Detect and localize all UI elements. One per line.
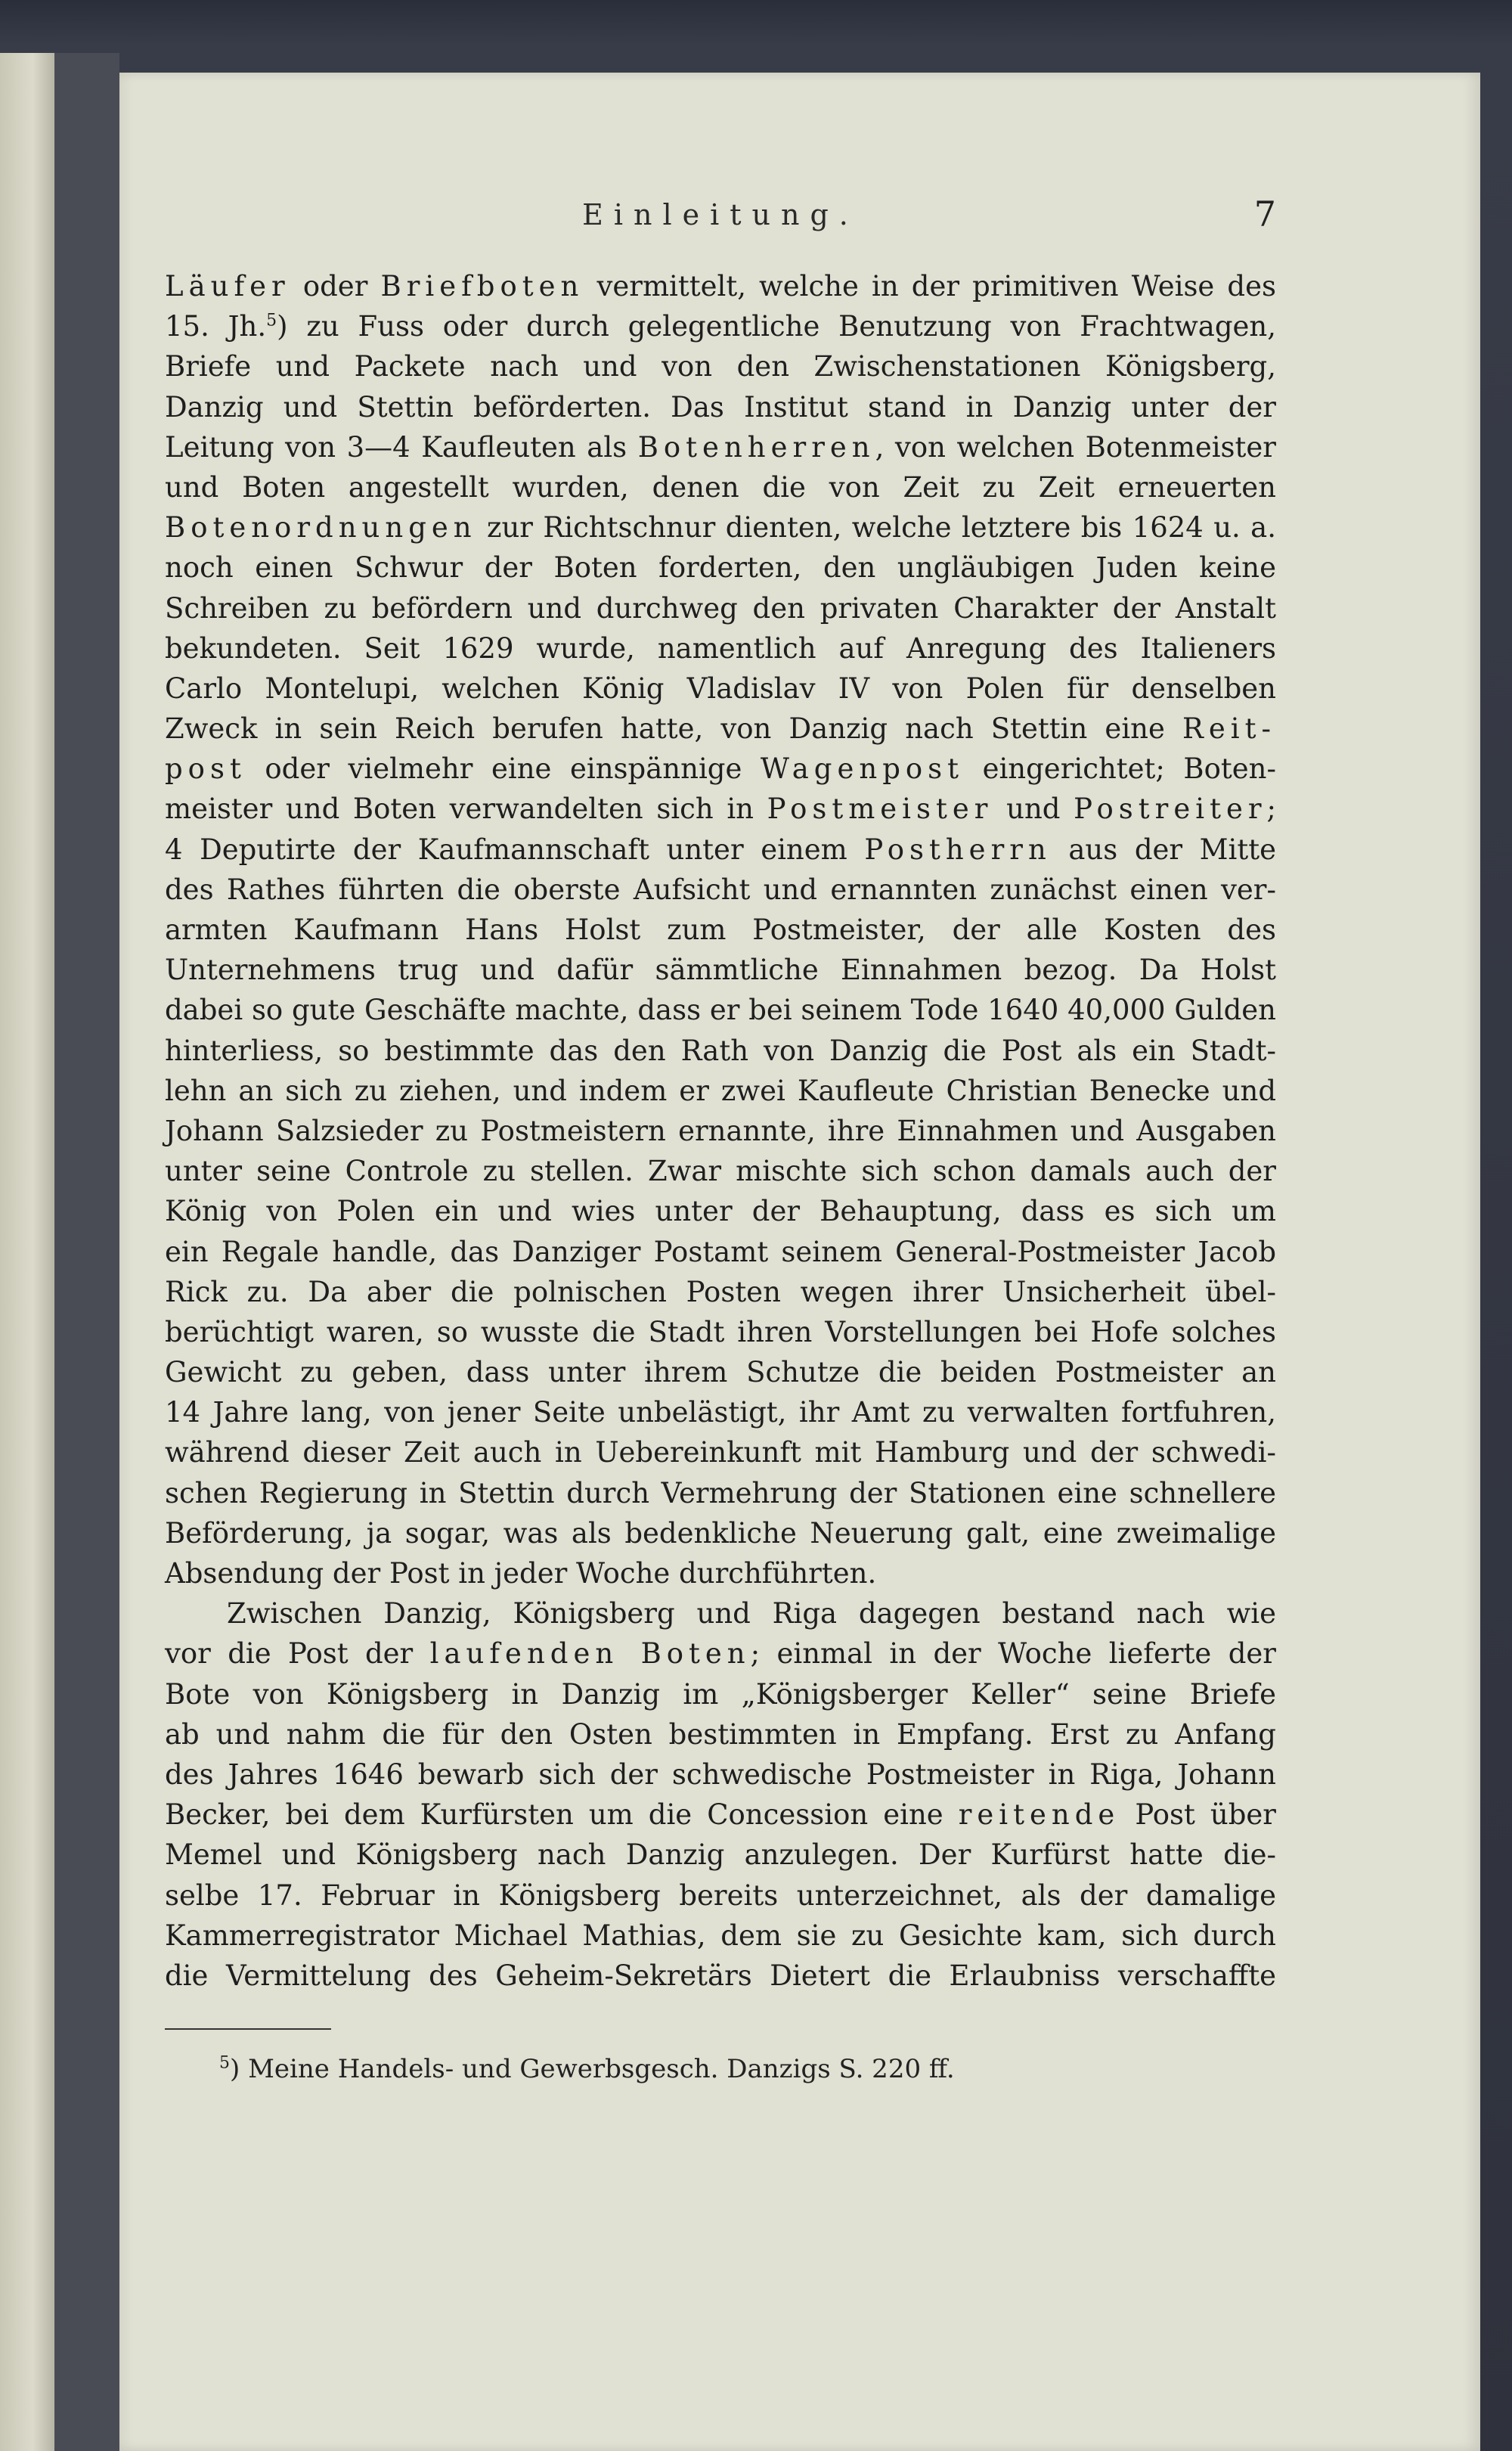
- text-line: Becker, bei dem Kurfürsten um die Concession eine reitende Post über: [165, 1798, 1276, 1832]
- text-line: Leitung von 3—4 Kaufleuten als Botenherren, von welchen Botenmeister: [165, 430, 1276, 464]
- footnote-mark: 5: [219, 2053, 230, 2073]
- text-line: Kammerregistrator Michael Mathias, dem sie zu Gesichte kam, sich durch: [165, 1919, 1276, 1952]
- text-line: Unternehmens trug und dafür sämmtliche Einnahmen bezog. Da Holst: [165, 954, 1276, 987]
- text-line: Rick zu. Da aber die polnischen Posten wegen ihrer Unsicherheit übel-: [165, 1275, 1276, 1308]
- text-line: Läufer oder Briefboten vermittelt, welche in der primitiven Weise des: [165, 270, 1276, 302]
- text-line: während dieser Zeit auch in Uebereinkunft mit Hamburg und der schwedi-: [165, 1436, 1276, 1469]
- text-line: schen Regierung in Stettin durch Vermehrung der Stationen eine schnellere: [165, 1476, 1276, 1509]
- text-line: meister und Boten verwandelten sich in Postmeister und Postreiter;: [165, 793, 1276, 826]
- text-line: Gewicht zu geben, dass unter ihrem Schutze die beiden Postmeister an: [165, 1356, 1276, 1389]
- text-line: unter seine Controle zu stellen. Zwar mischte sich schon damals auch der: [165, 1155, 1276, 1188]
- text-line: Schreiben zu befördern und durchweg den privaten Charakter der Anstalt: [165, 591, 1276, 625]
- text-line: Zweck in sein Reich berufen hatte, von Danzig nach Stettin eine Reit-: [165, 712, 1276, 746]
- text-line: Danzig und Stettin beförderten. Das Institut stand in Danzig unter der: [165, 390, 1276, 423]
- text-line: König von Polen ein und wies unter der Behauptung, dass es sich um: [165, 1195, 1276, 1228]
- page-number: 7: [1253, 194, 1276, 234]
- text-line: Beförderung, ja sogar, was als bedenkliche Neuerung galt, eine zweimalige: [165, 1516, 1276, 1550]
- text-line: hinterliess, so bestimmte das den Rath von Danzig die Post als ein Stadt-: [165, 1034, 1276, 1067]
- text-line: Memel und Königsberg nach Danzig anzulegen. Der Kurfürst hatte die-: [165, 1838, 1276, 1872]
- text-line: 15. Jh.$^5$) zu Fuss oder durch gelegentliche Benutzung von Frachtwagen,: [165, 310, 1276, 343]
- text-line: ein Regale handle, das Danziger Postamt seinem General-Postmeister Jacob: [165, 1235, 1276, 1268]
- text-line: post oder vielmehr eine einspännige Wagenpost eingerichtet; Boten-: [165, 752, 1276, 786]
- text-line: dabei so gute Geschäfte machte, dass er bei seinem Tode 1640 40,000 Gulden: [165, 994, 1276, 1027]
- text-line: ab und nahm die für den Osten bestimmten in Empfang. Erst zu Anfang: [165, 1717, 1276, 1751]
- footnote: [219, 2052, 1202, 2086]
- page-header: [165, 194, 1276, 244]
- text-line: die Vermittelung des Geheim-Sekretärs Dietert die Erlaubniss verschaffte: [165, 1959, 1276, 1992]
- footnote-divider: [165, 2028, 331, 2030]
- text-line: bekundeten. Seit 1629 wurde, namentlich auf Anregung des Italieners: [165, 631, 1276, 665]
- text-line: und Boten angestellt wurden, denen die von Zeit zu Zeit erneuerten: [165, 470, 1276, 504]
- text-line: noch einen Schwur der Boten forderten, den ungläubigen Juden keine: [165, 551, 1276, 585]
- text-line: Botenordnungen zur Richtschnur dienten, welche letztere bis 1624 u. a.: [165, 511, 1276, 544]
- text-line: des Jahres 1646 bewarb sich der schwedische Postmeister in Riga, Johann: [165, 1758, 1276, 1791]
- text-line: 4 Deputirte der Kaufmannschaft unter einem Postherrn aus der Mitte: [165, 833, 1277, 866]
- text-line: des Rathes führten die oberste Aufsicht und ernannten zunächst einen ver-: [165, 873, 1276, 906]
- body-text: [165, 266, 1276, 1996]
- text-line: berüchtigt waren, so wusste die Stadt ihren Vorstellungen bei Hofe solches: [165, 1315, 1276, 1348]
- running-head: Einleitung.: [582, 198, 859, 231]
- paragraph-start-line: Zwischen Danzig, Königsberg und Riga dagegen bestand nach wie: [227, 1597, 1276, 1630]
- text-line: Johann Salzsieder zu Postmeistern ernannte, ihre Einnahmen und Ausgaben: [165, 1114, 1276, 1147]
- text-line: vor die Post der laufenden Boten; einmal in der Woche lieferte der: [165, 1637, 1276, 1671]
- text-line: selbe 17. Februar in Königsberg bereits unterzeichnet, als der damalige: [165, 1879, 1276, 1912]
- text-line: Absendung der Post in jeder Woche durchführten.: [165, 1557, 877, 1590]
- footnote-text: ) Meine Handels- und Gewerbsgesch. Danzigs S. 220 ff.: [230, 2054, 955, 2084]
- text-line: Bote von Königsberg in Danzig im „Königsberger Keller“ seine Briefe: [165, 1677, 1276, 1711]
- text-line: 14 Jahre lang, von jener Seite unbelästigt, ihr Amt zu verwalten fortfuhren,: [165, 1396, 1276, 1429]
- left-page-edge: [0, 53, 54, 2451]
- text-line: armten Kaufmann Hans Holst zum Postmeister, der alle Kosten des: [165, 914, 1276, 946]
- footnote-ref: 5: [266, 311, 277, 330]
- text-line: lehn an sich zu ziehen, und indem er zwei Kaufleute Christian Benecke und: [165, 1074, 1276, 1107]
- binding-gutter: [54, 53, 119, 2451]
- text-line: Briefe und Packete nach und von den Zwischenstationen Königsberg,: [165, 350, 1276, 383]
- text-line: Carlo Montelupi, welchen König Vladislav IV von Polen für denselben: [165, 672, 1276, 705]
